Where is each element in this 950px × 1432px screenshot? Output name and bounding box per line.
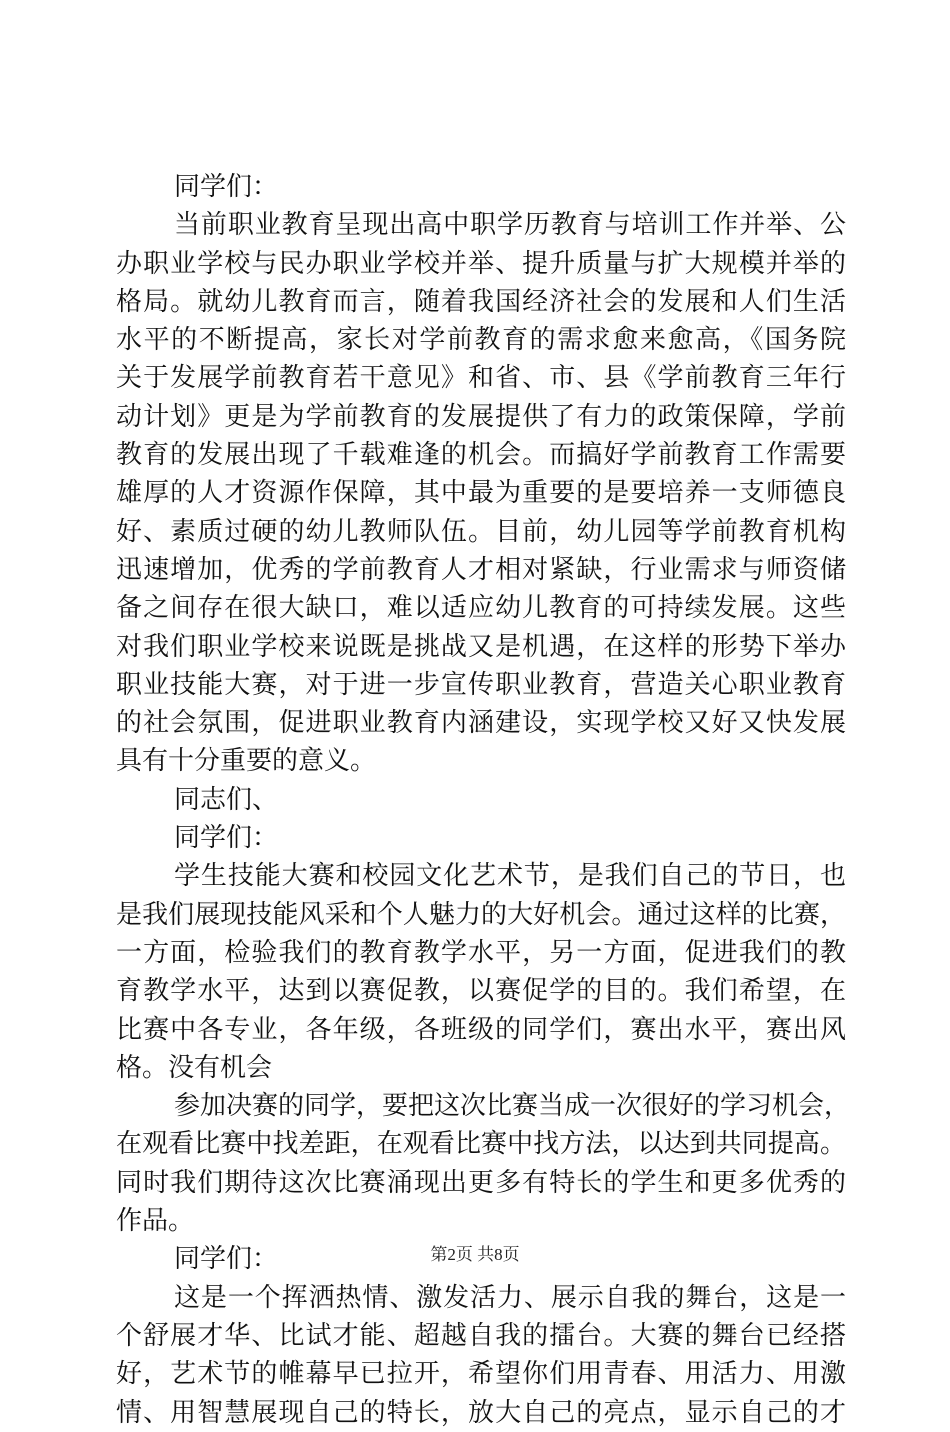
text-line: 参加决赛的同学，要把这次比赛当成一次很好的学习机会，: [174, 1091, 851, 1122]
text-line: 职业技能大赛，对于进一步宣传职业教育，营造关心职业教育: [116, 669, 846, 700]
text-line: 对我们职业学校来说既是挑战又是机遇，在这样的形势下举办: [116, 631, 846, 662]
text-line: 备之间存在很大缺口，难以适应幼儿教育的可持续发展。这些: [116, 593, 846, 624]
text-line: 的社会氛围，促进职业教育内涵建设，实现学校又好又快发展: [116, 708, 846, 739]
text-line: 教育的发展出现了千载难逢的机会。而搞好学前教育工作需要: [116, 440, 846, 471]
text-line: 雄厚的人才资源作保障，其中最为重要的是要培养一支师德良: [116, 478, 846, 509]
text-line: 水平的不断提高，家长对学前教育的需求愈来愈高，《国务院: [116, 325, 846, 356]
text-line: 迅速增加，优秀的学前教育人才相对紧缺，行业需求与师资储: [116, 554, 846, 585]
page-footer: 第2页 共8页: [430, 1245, 520, 1264]
text-line: 格局。就幼儿教育而言，随着我国经济社会的发展和人们生活: [116, 286, 846, 317]
text-line: 关于发展学前教育若干意见》和省、市、县《学前教育三年行: [116, 363, 846, 394]
text-line: 当前职业教育呈现出高中职学历教育与培训工作并举、公: [174, 210, 846, 241]
text-line: 动计划》更是为学前教育的发展提供了有力的政策保障，学前: [116, 401, 846, 432]
text-line: 是我们展现技能风采和个人魅力的大好机会。通过这样的比赛，: [116, 899, 846, 930]
text-line: 同时我们期待这次比赛涌现出更多有特长的学生和更多优秀的: [116, 1167, 846, 1198]
text-line: 好、素质过硬的幼儿教师队伍。目前，幼儿园等学前教育机构: [116, 516, 846, 547]
text-line: 个舒展才华、比试才能、超越自我的擂台。大赛的舞台已经搭: [116, 1320, 846, 1351]
text-line: 育教学水平，达到以赛促教，以赛促学的目的。我们希望，在: [116, 976, 846, 1007]
text-line: 比赛中各专业，各年级，各班级的同学们，赛出水平，赛出风: [116, 1014, 846, 1045]
text-line: 一方面，检验我们的教育教学水平，另一方面，促进我们的教: [116, 937, 846, 968]
text-line: 具有十分重要的意义。: [116, 746, 377, 777]
text-line: 作品。: [116, 1206, 195, 1237]
text-line: 情、用智慧展现自己的特长，放大自己的亮点，显示自己的才: [116, 1397, 846, 1428]
text-line: 同学们：: [174, 823, 279, 854]
text-line: 好，艺术节的帷幕早已拉开，希望你们用青春、用活力、用激: [116, 1359, 846, 1390]
text-line: 办职业学校与民办职业学校并举、提升质量与扩大规模并举的: [116, 248, 846, 279]
text-line: 学生技能大赛和校园文化艺术节，是我们自己的节日，也: [174, 861, 846, 892]
text-line: 同学们：: [174, 1244, 279, 1275]
text-line: 在观看比赛中找差距，在观看比赛中找方法，以达到共同提高。: [116, 1129, 846, 1160]
text-line: 同志们、: [174, 784, 279, 815]
text-line: 格。没有机会: [116, 1052, 273, 1083]
text-line: 这是一个挥洒热情、激发活力、展示自我的舞台，这是一: [174, 1282, 846, 1313]
text-line: 同学们：: [174, 172, 279, 202]
